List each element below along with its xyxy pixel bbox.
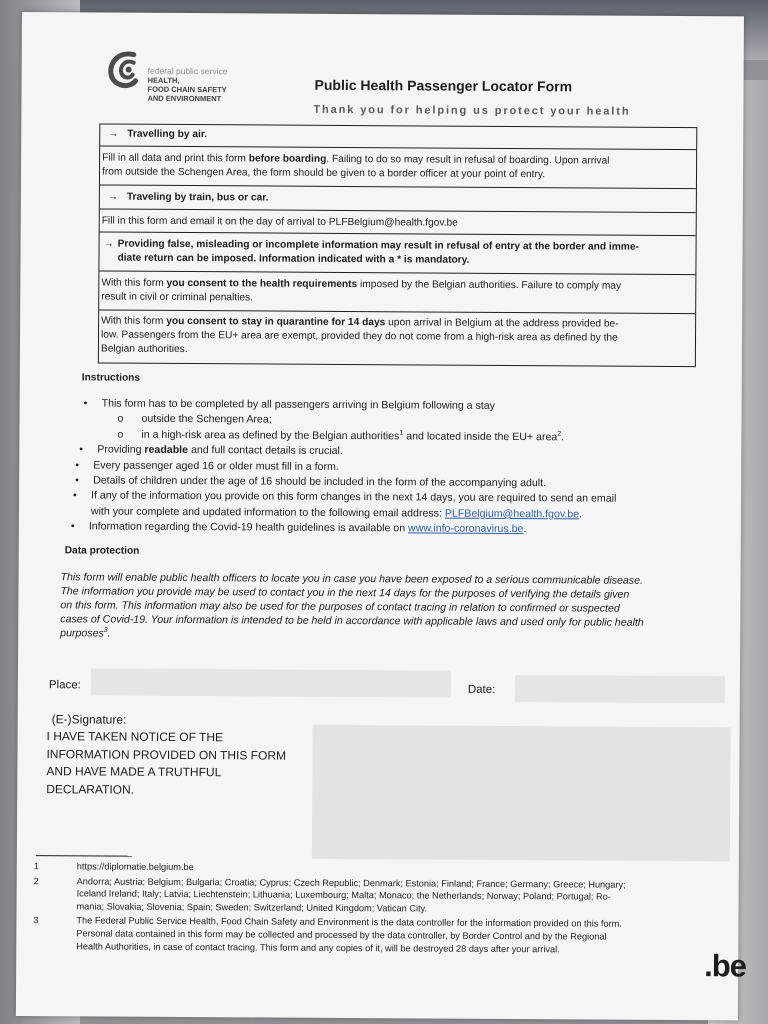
- logo-dept-line3: AND ENVIRONMENT: [147, 93, 222, 104]
- dp-line-3: on this form. This information may also be used for the purposes of contact tracing in relation to confirmed or suspected: [60, 599, 620, 615]
- consent-bold: you consent to the health requirements: [166, 277, 358, 291]
- notice-box: [98, 123, 697, 367]
- instruction-6-end: .: [523, 523, 527, 536]
- footnote-ref: 1: [399, 429, 404, 437]
- divider: [100, 231, 696, 236]
- list-item: [67, 520, 717, 539]
- bullet-icon: •: [73, 489, 77, 502]
- declaration-text: [46, 728, 286, 799]
- divider: [100, 208, 696, 213]
- signature-label: (E-)Signature:: [51, 712, 127, 727]
- circle-bullet-icon: o: [117, 412, 124, 426]
- arrow-icon: →: [103, 238, 114, 250]
- instruction-5-end: .: [579, 508, 583, 521]
- divider: [99, 270, 695, 275]
- footnote-2-line-3: mania; Slovakia; Slovenia; Spain; Sweden; Switzerland; United Kingdom; Vatican City.: [76, 901, 428, 914]
- instruction-4: Details of children under the age of 16 should be included in the form of the accompanying adult.: [93, 474, 547, 490]
- bullet-icon: •: [70, 520, 75, 533]
- arrow-icon: →: [107, 191, 119, 203]
- declaration-line-3: AND HAVE MADE A TRUTHFUL: [46, 764, 222, 780]
- quarantine-d: low. Passengers from the EU+ area are exempt, provided they do not come from a high-risk area as defined by the: [100, 329, 618, 344]
- false-info-a: Providing false, misleading or incomplete information may result in refusal of entry at the border and imme-: [117, 238, 639, 253]
- quarantine-c: upon arrival in Belgium at the address provided be-: [385, 317, 619, 330]
- bullet-icon: •: [75, 458, 79, 471]
- dp-line-5-end: .: [107, 627, 111, 640]
- quarantine-e: Belgian authorities.: [100, 343, 188, 356]
- divider: [100, 184, 696, 189]
- footnote-number: 3: [33, 915, 39, 926]
- instruction-5-b: with your complete and updated information to the following email address:: [90, 505, 445, 520]
- consent-d: result in civil or criminal penalties.: [101, 291, 254, 304]
- footnote-divider: [36, 855, 132, 857]
- dp-line-1: This form will enable public health officers to locate you in case you have been exposed to a serious communicable disease.: [60, 571, 643, 587]
- consent-a: With this form: [101, 277, 167, 289]
- footnote-2-line-2: Iceland Ireland; Italy; Latvia; Liechtenstein; Lithuania; Luxembourg; Malta; Monaco; the Netherlands; Norway; Poland; Portugal; Ro-: [76, 888, 611, 902]
- instruction-1: This form has to be completed by all passengers arriving in Belgium following a stay: [101, 397, 495, 412]
- fps-logo-icon: [104, 49, 148, 93]
- signature-field[interactable]: [312, 725, 731, 862]
- logo-dept-line1: HEALTH,: [147, 75, 180, 85]
- bullet-icon: •: [75, 474, 79, 487]
- instruction-2-a: Providing: [97, 443, 145, 456]
- circle-bullet-icon: o: [117, 428, 124, 441]
- air-heading: Travelling by air.: [127, 128, 208, 141]
- declaration-line-2: INFORMATION PROVIDED ON THIS FORM: [46, 746, 287, 763]
- air-text-c: . Failing to do so may result in refusal of boarding. Upon arrival: [326, 153, 610, 167]
- instruction-2-bold: readable: [144, 443, 189, 457]
- instructions-title: Instructions: [81, 372, 141, 384]
- footnote-3-line-3: Health Authorities, in case of contact tracing. This form and any copies of it, will be destroyed 28 days after your arrival.: [76, 940, 560, 954]
- form-subtitle: Thank you for helping us protect your health: [313, 103, 631, 118]
- false-info-row: [101, 237, 693, 269]
- footnote-1-text: https://diplomatie.belgium.be: [76, 861, 194, 873]
- logo-service-text: federal public service: [147, 65, 228, 77]
- land-heading-row: [102, 190, 694, 208]
- date-field[interactable]: [515, 675, 725, 703]
- air-heading-row: [102, 127, 694, 145]
- divider: [99, 309, 695, 314]
- quarantine-text: [101, 314, 693, 360]
- footnote-number: 2: [33, 875, 39, 886]
- form-title: Public Health Passenger Locator Form: [314, 76, 573, 95]
- land-heading: Traveling by train, bus or car.: [126, 191, 269, 204]
- false-info-b: diate return can be imposed. Information indicated with a * is mandatory.: [117, 252, 470, 266]
- covid-info-link[interactable]: www.info-coronavirus.be: [408, 522, 524, 536]
- dp-line-2: The information you provide may be used to contact you in the next 14 days for the purposes of verifying the details given: [60, 585, 630, 601]
- footnotes: [33, 860, 724, 958]
- instruction-2-c: and full contact details is crucial.: [187, 444, 343, 458]
- instructions-list: [67, 396, 718, 539]
- footnote-3-line-1: The Federal Public Service Health, Food Chain Safety and Environment is the data controller for the information provided on this form.: [76, 915, 622, 930]
- declaration-line-4: DECLARATION.: [46, 781, 135, 797]
- instruction-1-sub2-end: .: [561, 431, 565, 444]
- bullet-icon: •: [79, 443, 84, 456]
- be-logo: .be: [704, 948, 747, 984]
- instruction-1-sub2-b: and located inside the EU+ area: [403, 430, 558, 444]
- land-text: Fill in this form and email it on the day of arrival to PLFBelgium@health.fgov.be: [101, 215, 458, 229]
- air-text-bold: before boarding: [248, 153, 327, 165]
- data-protection-title: Data protection: [64, 545, 140, 557]
- declaration-line-1: I HAVE TAKEN NOTICE OF THE: [46, 729, 224, 745]
- place-label: Place:: [48, 679, 81, 692]
- air-text: [102, 151, 694, 183]
- bullet-icon: •: [83, 397, 88, 410]
- instruction-5-a: If any of the information you provide on this form changes in the next 14 days, you are required to send an email: [91, 489, 617, 506]
- consent-c: imposed by the Belgian authorities. Failure to comply may: [357, 279, 622, 292]
- consent-text: [101, 276, 693, 308]
- form-sheet: [16, 12, 747, 1020]
- air-text-a: Fill in all data and print this form: [102, 152, 249, 165]
- footnote-ref: 3: [103, 626, 108, 635]
- instruction-3: Every passenger aged 16 or older must fill in a form.: [93, 459, 339, 473]
- quarantine-a: With this form: [101, 315, 167, 327]
- logo-dept-line2: FOOD CHAIN SAFETY: [147, 84, 227, 95]
- footnote-number: 1: [33, 861, 39, 872]
- fps-logo: [103, 45, 243, 116]
- divider: [100, 145, 696, 150]
- footnote-3-line-2: Personal data contained in this form may be collected and processed by the data controller, by Border Control and by the Regional: [76, 928, 607, 942]
- air-text-d: from outside the Schengen Area, the form should be given to a border officer at your point of entry.: [101, 166, 546, 181]
- footnote-2-line-1: Andorra; Austria; Belgium; Bulgaria; Croatia; Cyprus; Czech Republic; Denmark; Estonia; Finland; France; Germany; Greece; Hungary;: [76, 875, 626, 890]
- email-link[interactable]: PLFBelgium@health.fgov.be: [444, 507, 580, 521]
- footnote: [33, 914, 723, 956]
- dp-line-5-text: purposes: [60, 627, 104, 640]
- date-label: Date:: [467, 683, 496, 696]
- data-protection-text: [60, 570, 720, 644]
- quarantine-bold: you consent to stay in quarantine for 14 days: [166, 315, 386, 329]
- instruction-1-sub1: outside the Schengen Area;: [141, 413, 272, 426]
- dp-line-4: cases of Covid-19. Your information is intended to be held in accordance with applicable laws and used only for public health: [60, 613, 644, 629]
- arrow-icon: →: [108, 128, 119, 140]
- footnote: [33, 875, 723, 917]
- footnote-ref: 2: [557, 430, 562, 438]
- list-item: [67, 489, 717, 524]
- place-field[interactable]: [91, 668, 451, 697]
- instruction-6-a: Information regarding the Covid-19 health guidelines is available on: [88, 520, 409, 535]
- instruction-1-sub2: in a high-risk area as defined by the Belgian authorities: [141, 428, 400, 443]
